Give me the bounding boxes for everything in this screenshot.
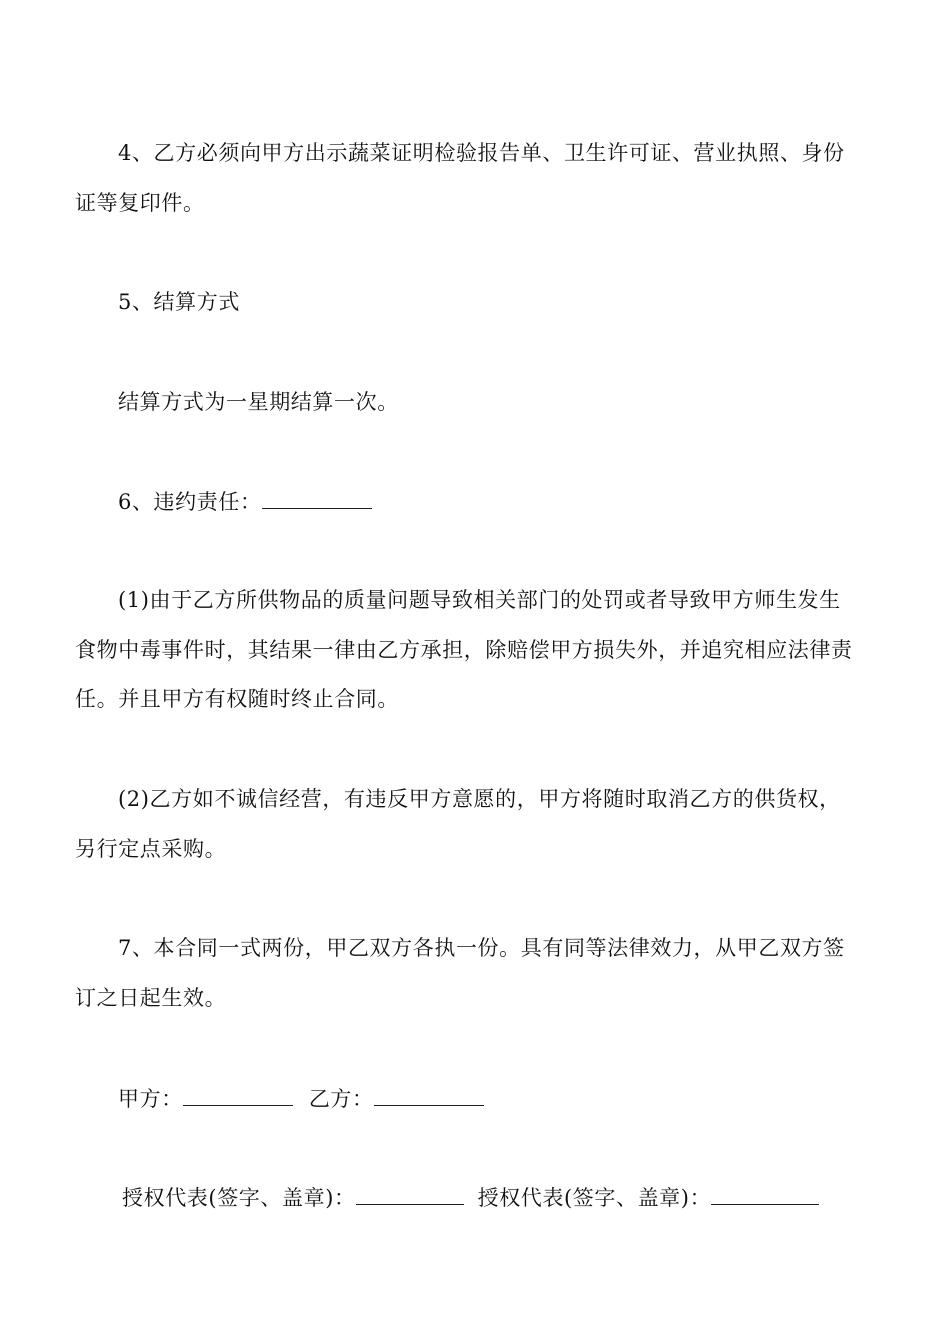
breach-blank-field[interactable] <box>262 488 372 509</box>
party-a-blank-field[interactable] <box>183 1085 293 1106</box>
clause-6-heading-row <box>118 488 372 515</box>
rep-a-label: 授权代表(签字、盖章)： <box>122 1186 356 1210</box>
clause-4-line-1: 4、乙方必须向甲方出示蔬菜证明检验报告单、卫生许可证、营业执照、身份 <box>118 141 845 165</box>
clause-7-line-2: 订之日起生效。 <box>75 986 227 1010</box>
clause-6-item-1-line-3: 任。并且甲方有权随时终止合同。 <box>75 687 399 711</box>
clause-4-line-2: 证等复印件。 <box>75 191 205 215</box>
clause-6-item-1-line-1: (1)由于乙方所供物品的质量问题导致相关部门的处罚或者导致甲方师生发生 <box>118 588 841 612</box>
clause-6-item-1-line-2: 食物中毒事件时，其结果一律由乙方承担，除赔偿甲方损失外，并追究相应法律责 <box>75 638 853 662</box>
party-b-blank-field[interactable] <box>374 1085 484 1106</box>
party-b-label: 乙方： <box>308 1087 374 1111</box>
party-a-label: 甲方： <box>118 1087 183 1111</box>
clause-7-line-1: 7、本合同一式两份，甲乙双方各执一份。具有同等法律效力，从甲乙双方签 <box>118 936 845 960</box>
clause-6-heading: 6、违约责任： <box>118 490 262 514</box>
clause-5-heading: 5、结算方式 <box>118 290 240 314</box>
clause-5-body: 结算方式为一星期结算一次。 <box>118 390 399 414</box>
rep-b-label: 授权代表(签字、盖章)： <box>477 1186 712 1210</box>
clause-6-item-2-line-2: 另行定点采购。 <box>75 837 227 861</box>
party-signature-row <box>118 1085 484 1112</box>
representative-signature-row <box>122 1184 819 1211</box>
rep-b-blank-field[interactable] <box>711 1184 819 1205</box>
rep-a-blank-field[interactable] <box>356 1184 464 1205</box>
clause-6-item-2-line-1: (2)乙方如不诚信经营，有违反甲方意愿的，甲方将随时取消乙方的供货权， <box>118 787 841 811</box>
